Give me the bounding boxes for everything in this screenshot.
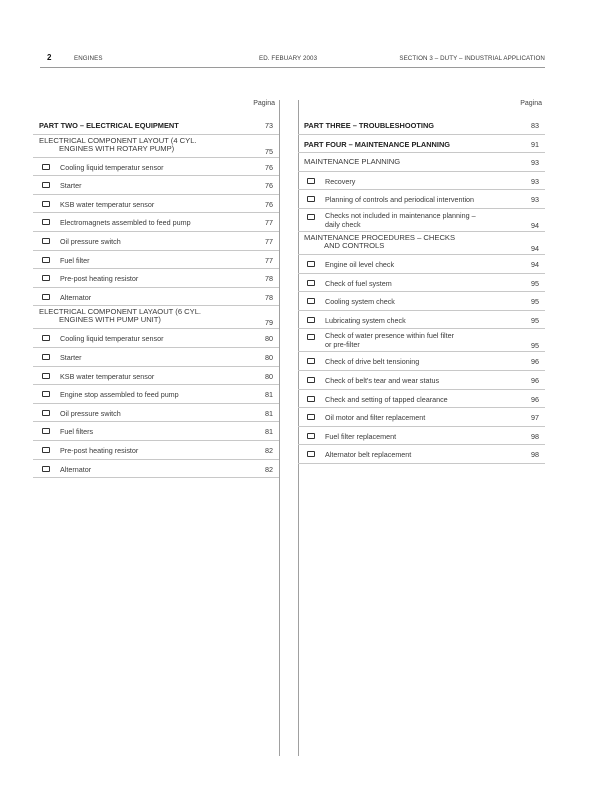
checkbox-icon	[42, 447, 50, 453]
contents-item-text	[325, 177, 515, 186]
contents-item-line: MAINTENANCE PLANNING	[304, 157, 401, 167]
contents-item-text	[325, 432, 515, 441]
contents-item-line: KSB water temperatur sensor	[60, 371, 155, 381]
contents-item-text	[325, 395, 515, 404]
contents-item-line: Check of water presence within fuel filter	[325, 331, 455, 341]
checkbox-icon	[42, 275, 50, 281]
contents-item-text	[325, 413, 515, 422]
contents-item	[33, 441, 279, 460]
contents-item-line: Alternator belt replacement	[325, 450, 412, 460]
contents-page-number: 95	[531, 297, 539, 307]
contents-page-number: 95	[531, 278, 539, 288]
contents-page-number: 76	[265, 162, 273, 172]
contents-page-number: 82	[265, 445, 273, 455]
contents-item-line-2: ENGINES WITH ROTARY PUMP)	[59, 143, 175, 153]
contents-page-number: 81	[265, 408, 273, 418]
contents-item-line: Check and setting of tapped clearance	[325, 394, 448, 404]
contents-item-line-2: ENGINES WITH PUMP UNIT)	[59, 315, 161, 325]
contents-item-text	[304, 121, 515, 130]
checkbox-icon	[307, 298, 315, 304]
contents-item-text	[60, 334, 249, 343]
contents-item-line-2: daily check	[325, 219, 361, 229]
right-column-heading: Pagina	[520, 100, 542, 107]
contents-item-line: Starter	[60, 352, 82, 362]
contents-item-line: Oil pressure switch	[60, 408, 121, 418]
contents-item-line: Check of fuel system	[325, 278, 392, 288]
contents-page-number: 83	[531, 121, 539, 130]
checkbox-icon	[307, 433, 315, 439]
contents-page-number: 93	[531, 158, 539, 168]
contents-item-line: PART FOUR – MAINTENANCE PLANNING	[304, 139, 451, 149]
contents-item	[298, 190, 545, 209]
checkbox-icon	[307, 451, 315, 457]
contents-item-line: Alternator	[60, 292, 92, 302]
contents-item-line-2: or pre-filter	[325, 340, 360, 350]
contents-item	[298, 329, 545, 352]
contents-item-line: Cooling liquid temperatur sensor	[60, 334, 164, 344]
contents-page-number: 97	[531, 413, 539, 423]
contents-item-text	[60, 353, 249, 362]
contents-page-number: 94	[531, 220, 539, 230]
contents-item	[33, 367, 279, 386]
contents-item-text	[60, 163, 249, 172]
contents-item-text	[60, 293, 249, 302]
contents-page-number: 80	[265, 334, 273, 344]
checkbox-icon	[307, 178, 315, 184]
contents-page-number: 81	[265, 427, 273, 437]
checkbox-icon	[307, 261, 315, 267]
contents-item	[298, 427, 545, 446]
contents-item-line: Fuel filters	[60, 427, 94, 437]
contents-page-number: 96	[531, 375, 539, 385]
contents-page-number: 81	[265, 390, 273, 400]
checkbox-icon	[42, 391, 50, 397]
header-edition: ED. FEBUARY 2003	[259, 55, 318, 62]
contents-page-number: 94	[531, 243, 539, 253]
contents-section-heading	[33, 135, 279, 158]
contents-item-line: Cooling liquid temperatur sensor	[60, 162, 164, 172]
contents-item-text	[60, 465, 249, 474]
contents-page-number: 76	[265, 181, 273, 191]
contents-item-line: Planning of controls and periodical intervention	[325, 195, 475, 205]
contents-part-heading	[298, 116, 545, 135]
contents-item	[33, 213, 279, 232]
contents-item-text	[304, 158, 515, 166]
contents-item-text	[325, 211, 515, 229]
contents-item-line: Cooling system check	[325, 297, 395, 307]
checkbox-icon	[42, 238, 50, 244]
contents-item	[33, 404, 279, 423]
contents-item-line: Engine oil level check	[325, 259, 395, 269]
contents-item	[298, 371, 545, 390]
contents-page-number: 93	[531, 176, 539, 186]
contents-item-text	[60, 200, 249, 209]
contents-item-line: ELECTRICAL COMPONENT LAYAOUT (6 CYL.	[39, 307, 202, 317]
contents-item	[33, 176, 279, 195]
checkbox-icon	[307, 377, 315, 383]
page-header	[40, 51, 545, 68]
checkbox-icon	[42, 257, 50, 263]
contents-item	[298, 352, 545, 371]
checkbox-icon	[42, 428, 50, 434]
contents-page-number: 95	[531, 341, 539, 351]
contents-item-text	[39, 137, 249, 153]
contents-item-line: Oil motor and filter replacement	[325, 413, 426, 423]
contents-part-heading	[33, 116, 279, 135]
contents-page-number: 76	[265, 199, 273, 209]
contents-item	[298, 274, 545, 293]
contents-item-text	[60, 409, 249, 418]
contents-item	[33, 195, 279, 214]
contents-item	[298, 408, 545, 427]
right-contents-list	[298, 116, 545, 464]
contents-item-text	[39, 121, 249, 130]
contents-section-heading	[33, 306, 279, 329]
contents-page-number: 95	[531, 315, 539, 325]
contents-item	[298, 390, 545, 409]
contents-item-text	[60, 218, 249, 227]
contents-item-line: PART TWO – ELECTRICAL EQUIPMENT	[39, 121, 179, 130]
contents-item-line: MAINTENANCE PROCEDURES – CHECKS	[304, 232, 456, 242]
checkbox-icon	[307, 358, 315, 364]
contents-item-line: Pre-post heating resistor	[60, 274, 139, 284]
header-section-title: SECTION 3 – DUTY – INDUSTRIAL APPLICATION	[399, 55, 545, 62]
contents-item-line: Starter	[60, 181, 82, 191]
checkbox-icon	[42, 164, 50, 170]
contents-page-number: 78	[265, 292, 273, 302]
checkbox-icon	[307, 214, 315, 220]
checkbox-icon	[307, 414, 315, 420]
contents-item-text	[325, 331, 515, 349]
contents-item-text	[304, 234, 515, 250]
checkbox-icon	[307, 396, 315, 402]
contents-section-heading	[298, 232, 545, 255]
contents-item	[33, 385, 279, 404]
contents-item	[33, 232, 279, 251]
contents-item	[33, 288, 279, 307]
contents-item-line: Engine stop assembled to feed pump	[60, 390, 179, 400]
contents-item-line: Fuel filter replacement	[325, 431, 397, 441]
contents-item-line: Alternator	[60, 464, 92, 474]
contents-page-number: 91	[531, 139, 539, 149]
contents-item-line: Fuel filter	[60, 255, 90, 265]
checkbox-icon	[42, 219, 50, 225]
contents-page-number: 93	[531, 195, 539, 205]
contents-item	[298, 172, 545, 191]
checkbox-icon	[42, 201, 50, 207]
contents-item-text	[60, 390, 249, 399]
contents-item-line: Lubricating system check	[325, 315, 406, 325]
contents-page-number: 98	[531, 450, 539, 460]
checkbox-icon	[307, 317, 315, 323]
page-number: 2	[47, 53, 52, 62]
contents-item-text	[325, 357, 515, 366]
header-section: ENGINES	[74, 55, 103, 62]
contents-page-number: 79	[265, 318, 273, 328]
contents-item-text	[60, 237, 249, 246]
checkbox-icon	[42, 410, 50, 416]
contents-item	[33, 269, 279, 288]
contents-item	[33, 158, 279, 177]
contents-item-line-2: AND CONTROLS	[324, 240, 385, 250]
contents-item-line: Recovery	[325, 176, 356, 186]
checkbox-icon	[42, 182, 50, 188]
contents-page-number: 78	[265, 274, 273, 284]
contents-page-number: 98	[531, 431, 539, 441]
contents-item-text	[60, 427, 249, 436]
contents-page-number: 96	[531, 394, 539, 404]
contents-item-text	[325, 297, 515, 306]
contents-item-line: KSB water temperatur sensor	[60, 199, 155, 209]
contents-item-line: PART THREE – TROUBLESHOOTING	[304, 121, 435, 130]
contents-item-text	[60, 274, 249, 283]
contents-item-text	[39, 308, 249, 324]
contents-item-text	[325, 450, 515, 459]
contents-item	[33, 460, 279, 479]
contents-page-number: 77	[265, 255, 273, 265]
contents-part-heading	[298, 135, 545, 154]
contents-item-line: Oil pressure switch	[60, 236, 121, 246]
left-column-heading: Pagina	[253, 100, 275, 107]
contents-item-text	[325, 260, 515, 269]
checkbox-icon	[42, 373, 50, 379]
contents-page-number: 82	[265, 464, 273, 474]
checkbox-icon	[42, 294, 50, 300]
contents-item-line: Electromagnets assembled to feed pump	[60, 218, 191, 228]
contents-item-text	[60, 181, 249, 190]
contents-item-line: ELECTRICAL COMPONENT LAYOUT (4 CYL.	[39, 135, 197, 145]
contents-item-text	[60, 446, 249, 455]
contents-item	[298, 445, 545, 464]
contents-page-number: 80	[265, 352, 273, 362]
contents-page-number: 77	[265, 236, 273, 246]
contents-item	[33, 329, 279, 348]
contents-item-line: Check of drive belt tensioning	[325, 357, 420, 367]
contents-item-text	[325, 279, 515, 288]
contents-item-text	[60, 372, 249, 381]
checkbox-icon	[42, 354, 50, 360]
contents-page-number: 96	[531, 357, 539, 367]
contents-item-text	[325, 316, 515, 325]
checkbox-icon	[42, 335, 50, 341]
contents-item-text	[325, 195, 515, 204]
contents-item-line: Pre-post heating resistor	[60, 445, 139, 455]
contents-item	[298, 209, 545, 232]
checkbox-icon	[307, 280, 315, 286]
contents-item	[33, 348, 279, 367]
contents-page-number: 94	[531, 259, 539, 269]
checkbox-icon	[307, 196, 315, 202]
checkbox-icon	[307, 334, 315, 340]
contents-item	[298, 292, 545, 311]
left-contents-list	[33, 116, 279, 478]
contents-item	[33, 422, 279, 441]
contents-section-heading	[298, 153, 545, 172]
contents-item	[298, 255, 545, 274]
checkbox-icon	[42, 466, 50, 472]
contents-page-number: 73	[265, 121, 273, 130]
contents-item-text	[304, 140, 515, 149]
contents-page-number: 80	[265, 371, 273, 381]
contents-item-line: Check of belt's tear and wear status	[325, 375, 440, 385]
contents-page-number: 77	[265, 218, 273, 228]
contents-item	[298, 311, 545, 330]
contents-page-number: 75	[265, 146, 273, 156]
contents-item-text	[325, 376, 515, 385]
contents-item-line: Checks not included in maintenance planning –	[325, 210, 476, 220]
contents-item-text	[60, 256, 249, 265]
contents-item	[33, 251, 279, 270]
